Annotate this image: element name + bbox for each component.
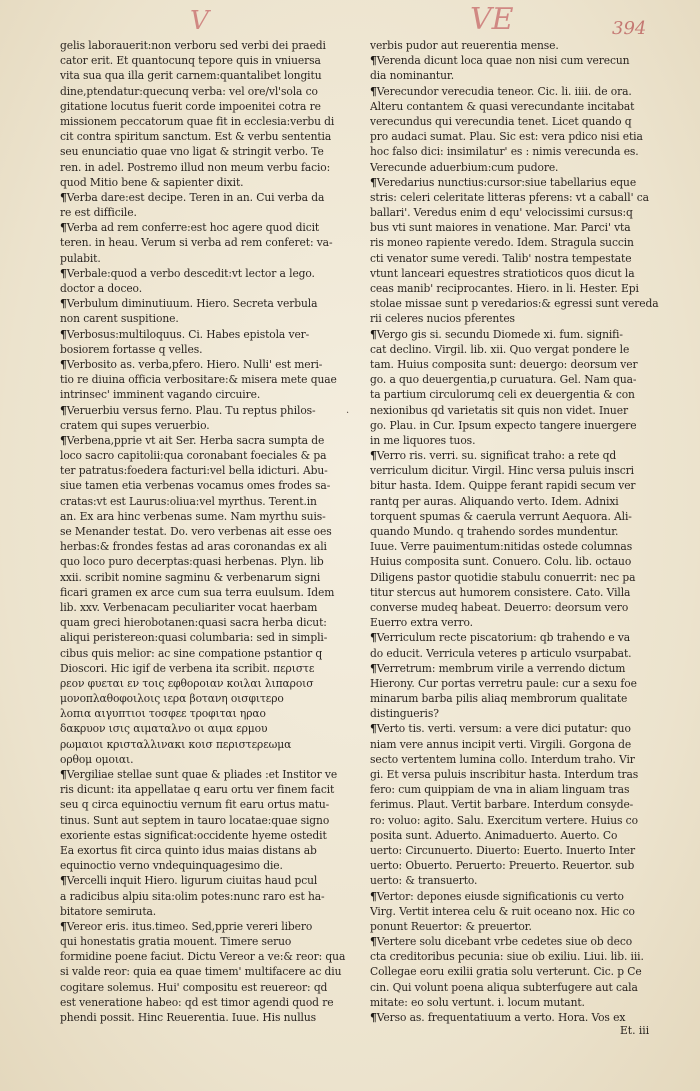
text-line: ¶Verba dare:est decipe. Teren in an. Cui verba da	[60, 190, 325, 204]
text-line: ¶Vereor eris. itus.timeo. Sed,pprie vereri libero	[60, 919, 313, 933]
text-line: pro audaci sumat. Plau. Sic est: vera pdico nisi etia	[370, 130, 643, 144]
text-line: ter patratus:foedera facturi:vel bella idicturi. Abu-	[60, 464, 328, 478]
text-line: bitatore semiruta.	[60, 904, 157, 918]
text-line: ¶Veruerbiu versus ferno. Plau. Tu reptus philos-	[60, 403, 316, 417]
text-line: missionem peccatorum quae fit in ecclesia:verbu di	[60, 114, 335, 128]
text-line: ορθομ ομοιαι.	[60, 752, 134, 766]
text-line: ¶Verbosito as. verba,pfero. Hiero. Nulli' est meri-	[60, 357, 323, 371]
catchword: Et. iii	[620, 1024, 650, 1037]
text-line: nexionibus qd varietatis sit quis non videt. Inuer	[370, 403, 628, 417]
text-line: ρεον φυεται εν τοις εφθοροιαν κοιλαι λιπαροισ	[60, 676, 314, 690]
text-line: ¶Vercelli inquit Hiero. ligurum ciuitas haud pcul	[60, 874, 318, 888]
text-line: Verecunde aduerbium:cum pudore.	[370, 160, 559, 174]
text-line: seu q circa equinoctiu vernum fit earu ortus matu-	[60, 798, 330, 812]
text-line: ¶Verbena,pprie vt ait Ser. Herba sacra sumpta de	[60, 433, 325, 447]
text-line: uerto: & transuerto.	[370, 874, 478, 888]
text-line: siue tamen etia verbenas vocamus omes frodes sa-	[60, 479, 331, 493]
text-line: quando Mundo. q trahendo sordes mundentur.	[370, 525, 619, 538]
text-line: formidine poene faciut. Dictu Vereor a ve:& reor: qua	[60, 950, 346, 964]
text-line: gi. Et versa puluis inscribitur hasta. Interdum tras	[370, 768, 639, 781]
text-line: quam greci hierobotanen:quasi sacra herba dicut:	[60, 616, 327, 630]
text-line: ¶Verba ad rem conferre:est hoc agere quod dicit	[60, 221, 320, 235]
text-line: herbas:& frondes festas ad aras coronandas ex ali	[60, 540, 327, 554]
text-line: loco sacro capitolii:qua coronabant foeciales & pa	[60, 449, 327, 463]
text-line: ro: voluo: agito. Salu. Exercitum vertere. Huius co	[370, 813, 638, 827]
text-line: uerto: Obuerto. Peruerto: Preuerto. Reuertor. sub	[370, 859, 635, 873]
text-line: ¶Verbulum diminutiuum. Hiero. Secreta verbula	[60, 297, 318, 311]
text-line: phendi possit. Hinc Reuerentia. Iuue. His nullus	[60, 1011, 317, 1024]
text-line: vita sua qua illa gerit carnem:quantalibet longitu	[60, 69, 322, 83]
text-line: ¶Verenda dicunt loca quae non nisi cum verecun	[370, 54, 630, 68]
text-line: ¶Verto tis. verti. versum: a vere dici putatur: quo	[370, 722, 631, 736]
text-line: dine,ptendatur:quecunq verba: vel ore/vl'sola co	[60, 84, 318, 98]
text-line: non carent suspitione.	[60, 312, 179, 326]
text-line: ¶Verro ris. verri. su. significat traho: a rete qd	[370, 449, 617, 463]
text-line: ris moneo rapiente veredo. Idem. Stragula succin	[370, 236, 634, 250]
text-line: cta creditoribus pecunia: siue ob exiliu. Liui. lib. iii.	[370, 950, 644, 964]
text-line: cti venator sume veredi. Talib' nostra tempestate	[370, 251, 632, 265]
text-line: ¶Verbale:quod a verbo descedit:vt lector a lego.	[60, 266, 315, 280]
text-line: cator erit. Et quantocunq tepore quis in vniuersa	[60, 54, 321, 68]
text-line: μονοπλαθοφοιλοις ιερα βοτανη οισφιτερο	[60, 692, 284, 706]
text-line: quo loco puro decerptas:quasi herbenas. Plyn. lib	[60, 555, 324, 569]
text-line: Huius composita sunt. Conuero. Colu. lib. octauo	[370, 555, 632, 569]
text-line: quod Mitio bene & sapienter dixit.	[60, 175, 244, 189]
text-line: re est difficile.	[60, 206, 137, 220]
text-line: niam vere annus incipit verti. Virgili. Gorgona de	[370, 737, 632, 751]
handwritten-note-left: V	[190, 6, 209, 36]
text-line: ferimus. Plaut. Vertit barbare. Interdum consyde-	[370, 798, 634, 812]
text-line: teren. in heau. Verum si verba ad rem conferet: va-	[60, 236, 333, 250]
text-line: verriculum dicitur. Virgil. Hinc versa puluis inscri	[370, 464, 634, 478]
text-line: si valde reor: quia ea quae timem' multifacere ac diu	[60, 965, 342, 979]
text-line: ¶Verso as. frequentatiuum a verto. Hora. Vos ex	[370, 1011, 626, 1024]
text-line: cratem qui supes veruerbio.	[60, 418, 210, 432]
text-line: Dioscori. Hic igif de verbena ita scribit. περιστε	[60, 661, 315, 675]
text-line: cat declino. Virgil. lib. xii. Quo vergat pondere le	[370, 342, 630, 356]
text-line: equinoctio verno vndequinquagesimo die.	[60, 859, 283, 873]
margin-mark: ·	[346, 408, 350, 419]
text-line: rii celeres nucios pferentes	[370, 312, 515, 326]
text-line: se Menander testat. Do. vero verbenas ait esse oes	[60, 525, 332, 538]
text-line: titur stercus aut humorem consistere. Cato. Villa	[370, 585, 631, 599]
text-line: Euerro extra verro.	[370, 616, 473, 630]
text-line: ¶Vertor: depones eiusde significationis cu verto	[370, 889, 624, 903]
text-line: cogitare solemus. Hui' compositu est reuereor: qd	[60, 980, 328, 994]
text-line: posita sunt. Aduerto. Animaduerto. Auerto. Co	[370, 828, 618, 842]
text-line: cin. Qui volunt poena aliqua subterfugere aut cala	[370, 980, 638, 994]
text-line: bitur hasta. Idem. Quippe ferant rapidi secum ver	[370, 479, 636, 493]
left-text-column	[60, 38, 360, 1025]
text-line: pulabit.	[60, 251, 101, 265]
handwritten-note-middle: VE	[470, 2, 514, 37]
text-line: cratas:vt est Laurus:oliua:vel myrthus. Terent.in	[60, 494, 317, 508]
text-line: exoriente estas significat:occidente hyeme ostedit	[60, 828, 327, 842]
text-line: δακρυον ισις αιματαλνο οι αιμα ερμου	[60, 722, 268, 736]
text-line: Collegae eoru exilii gratia solu verterunt. Cic. p Ce	[370, 965, 642, 979]
text-line: qui honestatis gratia mouent. Timere seruo	[60, 935, 292, 949]
text-line: ¶Verretrum: membrum virile a verrendo dictum	[370, 661, 626, 675]
text-line: vtunt lanceari equestres stratioticos quos dicut la	[370, 266, 635, 280]
text-line: gelis laborauerit:non verboru sed verbi dei praedi	[60, 39, 326, 52]
text-line: lib. xxv. Verbenacam peculiariter vocat haerbam	[60, 600, 318, 614]
text-line: tinus. Sunt aut septem in tauro locatae:quae signo	[60, 813, 330, 827]
text-line: intrinsec' imminent vagando circuire.	[60, 388, 261, 402]
text-line: bosiorem fortasse q velles.	[60, 342, 203, 356]
text-line: ρωμαιοι κρισταλλινακι κοισ περιστερεωμα	[60, 737, 292, 751]
text-line: est veneratione habeo: qd est timor agendi quod re	[60, 995, 334, 1009]
text-line: rantq per auras. Aliquando verto. Idem. Adnixi	[370, 494, 619, 508]
text-line: hoc falso dici: insimilatur' es : nimis verecunda es.	[370, 145, 639, 159]
handwritten-folio-number: 394	[612, 18, 647, 39]
text-line: Virg. Vertit interea celu & ruit oceano nox. Hic co	[370, 904, 635, 918]
text-line: bus vti sunt maiores in venatione. Mar. Parci' vta	[370, 221, 631, 235]
text-line: converse mudeq habeat. Deuerro: deorsum vero	[370, 600, 629, 614]
text-line: aliqui peristereon:quasi columbaria: sed in simpli-	[60, 631, 328, 645]
text-line: verecundus qui verecundia tenet. Licet quando q	[370, 114, 632, 128]
text-line: ris dicunt: ita appellatae q earu ortu ver finem facit	[60, 783, 335, 797]
text-line: cibus quis melior: ac sine compatione pstantior q	[60, 646, 323, 660]
text-line: fero: cum quippiam de vna in aliam linguam tras	[370, 783, 630, 797]
text-line: go. Plau. in Cur. Ipsum expecto tangere inuergere	[370, 418, 637, 432]
text-line: tam. Huius composita sunt: deuergo: deorsum ver	[370, 357, 638, 371]
text-line: doctor a doceo.	[60, 282, 142, 295]
text-line: ballari'. Veredus enim d equ' velocissimi cursus:q	[370, 206, 633, 220]
text-line: distingueris?	[370, 707, 439, 721]
text-line: an. Ex ara hinc verbenas sume. Nam myrthu suis-	[60, 509, 326, 523]
text-line: do educit. Verricula veteres p articulo vsurpabat.	[370, 646, 632, 660]
text-line: verbis pudor aut reuerentia mense.	[370, 39, 559, 52]
text-line: ¶Verecundor verecudia teneor. Cic. li. iiii. de ora.	[370, 84, 632, 98]
text-line: ren. in adel. Postremo illud non meum verbu facio:	[60, 160, 331, 174]
text-line: gitatione locutus fuerit corde impoenitei cotra re	[60, 99, 321, 113]
text-line: xxii. scribit nomine sagminu & verbenarum signi	[60, 570, 321, 584]
text-line: ceas manib' reciprocantes. Hiero. in li. Hester. Epi	[370, 282, 639, 295]
text-line: ficari gramen ex arce cum sua terra euulsum. Idem	[60, 585, 335, 599]
text-line: a radicibus alpiu sita:olim potes:nunc raro est ha-	[60, 889, 325, 903]
text-line: ta partium circulorumq celi ex deuergentia & con	[370, 388, 635, 402]
text-line: ¶Verriculum recte piscatorium: qb trahendo e va	[370, 631, 631, 645]
text-line: Hierony. Cur portas verretru paule: cur a sexu foe	[370, 676, 637, 690]
text-line: tio re diuina officia verbositare:& misera mete quae	[60, 373, 337, 387]
text-line: seu enunciatio quae vno ligat & stringit verbo. Te	[60, 145, 324, 159]
text-line: ¶Vertere solu dicebant vrbe cedetes siue ob deco	[370, 935, 633, 949]
text-line: Diligens pastor quotidie stabulu conuerrit: nec pa	[370, 570, 636, 584]
text-line: minarum barba pilis aliaq membrorum qualitate	[370, 692, 628, 706]
text-line: go. a quo deuergentia,p curuatura. Gel. Nam qua-	[370, 373, 637, 387]
text-line: ponunt Reuertor: & preuertor.	[370, 919, 532, 933]
text-line: Alteru contantem & quasi verecundante incitabat	[370, 99, 635, 113]
text-line: ¶Verbosus:multiloquus. Ci. Habes epistola ver-	[60, 327, 310, 341]
text-line: cit contra spiritum sanctum. Est & verbu sententia	[60, 130, 332, 144]
text-line: in me liquores tuos.	[370, 433, 476, 447]
text-line: Iuue. Verre pauimentum:nitidas ostede columnas	[370, 540, 633, 554]
text-line: mitate: eo solu vertunt. i. locum mutant.	[370, 995, 585, 1009]
text-line: ¶Vergiliae stellae sunt quae & pliades :et Institor ve	[60, 768, 338, 781]
text-line: stolae missae sunt p veredarios:& egressi sunt vereda	[370, 297, 659, 311]
right-text-column	[370, 38, 670, 1025]
text-line: dia nominantur.	[370, 69, 455, 83]
text-line: secto vertentem lumina collo. Interdum traho. Vir	[370, 752, 635, 766]
text-line: ¶Veredarius nunctius:cursor:siue tabellarius eque	[370, 175, 637, 189]
text-line: torquent spumas & caerula verrunt Aequora. Ali-	[370, 509, 632, 523]
text-line: stris: celeri celeritate litteras pferens: vt a caball' ca	[370, 190, 649, 204]
text-line: λοπια αιγυπτιοι τοσφεε τροφιται ηραο	[60, 707, 266, 721]
text-line: Ea exortus fit circa quinto idus maias distans ab	[60, 843, 317, 857]
text-line: uerto: Circunuerto. Diuerto: Euerto. Inuerto Inter	[370, 843, 636, 857]
text-line: ¶Vergo gis si. secundu Diomede xi. fum. signifi-	[370, 327, 623, 341]
